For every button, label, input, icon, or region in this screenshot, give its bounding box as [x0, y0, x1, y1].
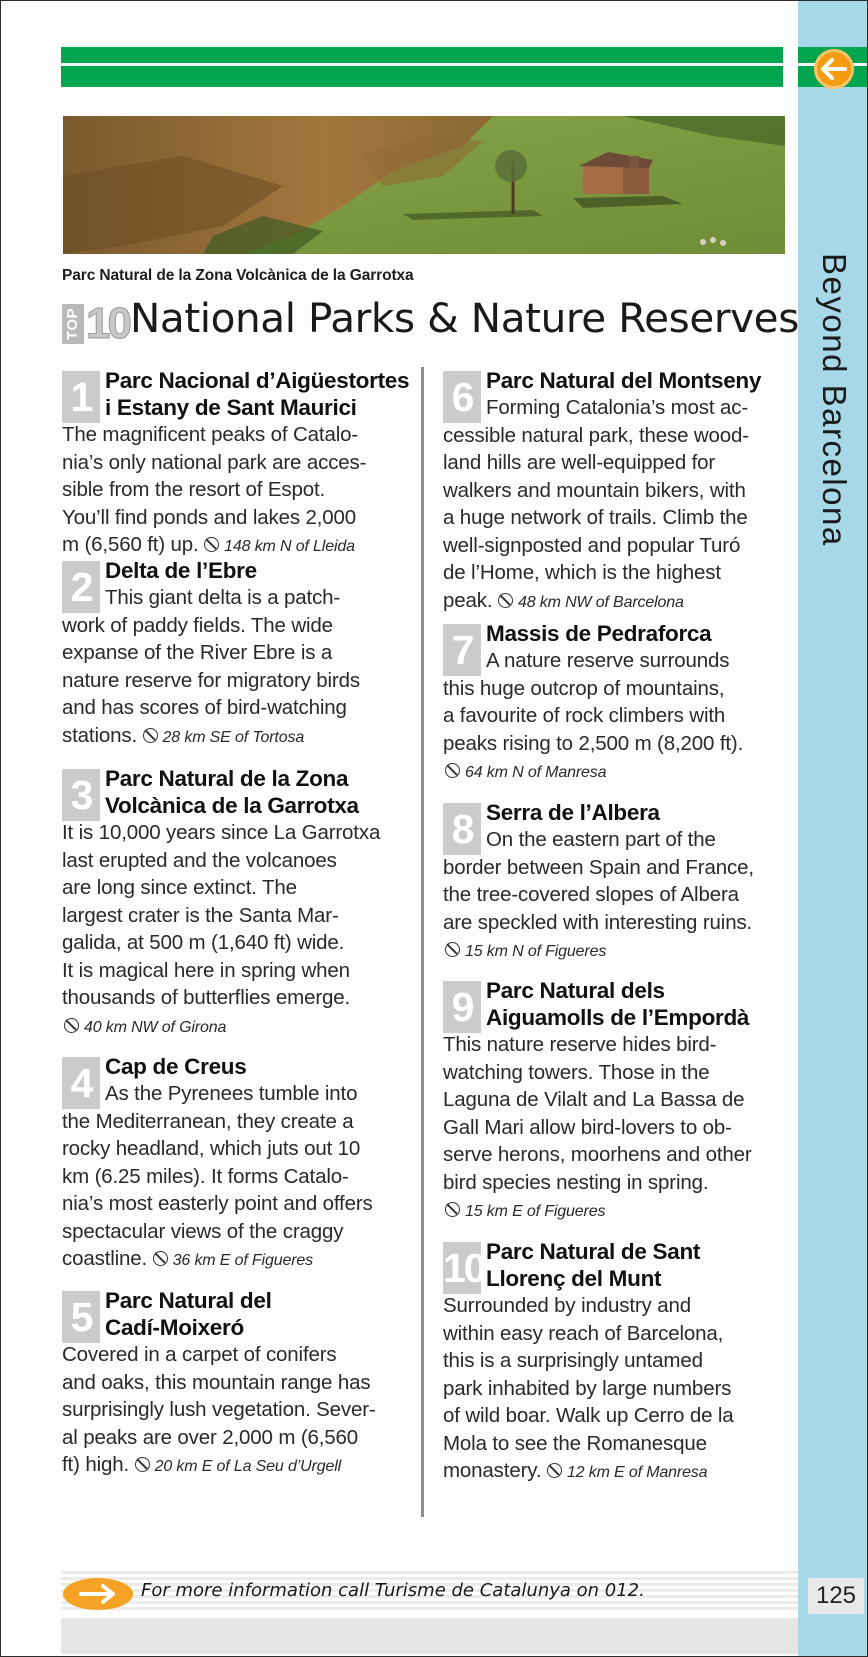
entry-body-line	[443, 730, 791, 758]
entry-body-line	[62, 1080, 410, 1108]
entry-body-line	[443, 826, 791, 854]
page-title: National Parks & Nature Reserves	[130, 294, 799, 342]
entry-number: 6	[443, 371, 481, 423]
map-reference-icon	[445, 1202, 460, 1217]
entry-location-text: 15 km E of Figueres	[465, 1203, 606, 1220]
entry-title: Delta de l’Ebre	[105, 558, 257, 583]
entry-body-text: km (6.25 miles). It forms Catalo-	[62, 1164, 349, 1188]
map-reference-icon	[445, 763, 460, 778]
map-reference-icon	[547, 1463, 562, 1478]
entry-body-text: serve herons, moorhens and other	[443, 1143, 752, 1166]
entry-location-text: 40 km NW of Girona	[84, 1018, 227, 1036]
entry-title: Llorenç del Munt	[486, 1266, 662, 1291]
entry-location	[547, 1464, 707, 1481]
entry-body-line	[62, 667, 410, 695]
top10-logo-ten: 10	[86, 299, 129, 348]
entry-body-line	[62, 639, 410, 667]
entry-location	[204, 538, 355, 555]
entry-body-text: last erupted and the volcanoes	[62, 848, 337, 872]
entry-body-text: Covered in a carpet of conifers	[62, 1343, 337, 1366]
entry-body-line	[443, 1292, 791, 1320]
entry-body-text: sible from the resort of Espot.	[62, 478, 326, 501]
map-reference-icon	[64, 1018, 79, 1033]
entry-body-text: Gall Mari allow bird-lovers to ob-	[443, 1115, 732, 1139]
entry-5	[62, 1287, 410, 1481]
entry-body-line	[443, 854, 791, 882]
entry-body-line	[443, 587, 791, 617]
entry-title: Parc Natural dels	[486, 978, 665, 1003]
entry-8	[443, 799, 791, 966]
entry-body-line	[443, 1375, 791, 1403]
entry-location-text: 64 km N of Manresa	[465, 764, 607, 781]
entry-body	[443, 647, 791, 787]
entry-body-line	[62, 1190, 410, 1218]
entry-title: Parc Natural del	[105, 1288, 272, 1313]
entry-body-line	[443, 1114, 791, 1142]
entry-number: 2	[62, 561, 100, 613]
top10-logo-top: TOP	[62, 304, 84, 344]
entry-body-text: al peaks are over 2,000 m (6,560	[62, 1425, 359, 1449]
entry-body-line	[443, 647, 791, 675]
entry-title: Cap de Creus	[105, 1054, 247, 1079]
entry-body	[443, 1292, 791, 1487]
entry-title: Volcànica de la Garrotxa	[105, 793, 359, 818]
entry-body-line	[62, 504, 410, 532]
entry-body-line	[443, 881, 791, 909]
entry-body-line	[443, 477, 791, 505]
entry-location-text: 12 km E of Manresa	[566, 1464, 708, 1481]
entry-1	[62, 367, 410, 561]
entry-body-line	[62, 1396, 410, 1424]
entry-location	[64, 1019, 226, 1036]
entry-body-line	[62, 819, 410, 847]
entry-body-text: watching towers. Those in the	[443, 1060, 710, 1084]
landscape-photo	[63, 116, 785, 254]
entry-location	[135, 1458, 341, 1475]
entry-body-text: You’ll find ponds and lakes 2,000	[62, 505, 357, 529]
entry-number: 7	[443, 624, 481, 676]
entry-body-line	[62, 1424, 410, 1452]
bottom-strip	[61, 1618, 798, 1654]
entry-body-line	[443, 1430, 791, 1458]
entry-title: Massis de Pedraforca	[486, 621, 712, 646]
entry-body-line	[62, 1245, 410, 1275]
footer-info: For more information call Turisme de Catalunya on 012.	[141, 1580, 645, 1601]
entry-body-text: Laguna de Vilalt and La Bassa de	[443, 1088, 745, 1111]
entry-body-text: monastery.	[443, 1459, 542, 1482]
entry-title: Parc Natural de la Zona	[105, 766, 349, 791]
entry-title: Cadí-Moixeró	[105, 1315, 244, 1340]
entry-location	[153, 1252, 313, 1269]
entry-body-line	[62, 1369, 410, 1397]
entry-body-text: a huge network of trails. Climb the	[443, 506, 748, 529]
entry-body-text: It is 10,000 years since La Garrotxa	[62, 821, 381, 844]
map-reference-icon	[204, 537, 219, 552]
entry-body-text: coastline.	[62, 1247, 148, 1270]
entry-body-text: galida, at 500 m (1,640 ft) wide.	[62, 931, 345, 954]
header-bar	[61, 47, 783, 87]
section-title: Beyond Barcelona	[816, 253, 853, 547]
entry-6	[443, 367, 791, 616]
entry-body-line	[62, 874, 410, 902]
map-reference-icon	[153, 1251, 168, 1266]
entry-location-text: 148 km N of Lleida	[224, 538, 355, 555]
entry-body-text: thousands of butterflies emerge.	[62, 986, 351, 1009]
section-sidebar	[798, 1, 868, 1657]
entry-body-line	[62, 476, 410, 504]
top10-logo	[62, 299, 129, 348]
entry-title: Serra de l’Albera	[486, 800, 660, 825]
entry-body-text: This nature reserve hides bird-	[443, 1033, 717, 1056]
entry-body-line	[443, 1169, 791, 1197]
entry-body-line	[62, 722, 410, 752]
map-reference-icon	[498, 593, 513, 608]
entry-location-line	[443, 757, 791, 787]
entry-body-text: and has scores of bird-watching	[62, 696, 347, 719]
entry-body	[62, 1080, 410, 1275]
entry-body-line	[62, 847, 410, 875]
entry-body-line	[443, 449, 791, 477]
entry-body-text: stations.	[62, 723, 137, 747]
entry-body-line	[443, 394, 791, 422]
entry-number: 5	[62, 1291, 100, 1343]
entry-body-text: a favourite of rock climbers with	[443, 704, 726, 727]
entry-body-text: are long since extinct. The	[62, 876, 297, 899]
entry-body-text: peak.	[443, 588, 493, 612]
entry-2	[62, 557, 410, 751]
photo-caption: Parc Natural de la Zona Volcànica de la Garrotxa	[62, 267, 414, 284]
entry-body-text: nature reserve for migratory birds	[62, 668, 360, 692]
entry-body-text: surprisingly lush vegetation. Sever-	[62, 1398, 376, 1421]
entry-body-line	[443, 675, 791, 703]
entry-body-text: As the Pyrenees tumble into	[105, 1082, 358, 1105]
entry-body-text: within easy reach of Barcelona,	[443, 1321, 724, 1345]
entry-body-line	[62, 449, 410, 477]
entry-body-text: border between Spain and France,	[443, 855, 754, 879]
entry-body-line	[62, 584, 410, 612]
page-number: 125	[815, 1582, 857, 1609]
entry-body-text: the tree-covered slopes of Albera	[443, 883, 739, 906]
entry-location-line	[62, 1012, 410, 1042]
entry-title: Parc Nacional d’Aigüestortes	[105, 368, 410, 393]
entry-body-text: bird species nesting in spring.	[443, 1170, 709, 1194]
entry-9	[443, 977, 791, 1226]
entry-4	[62, 1053, 410, 1275]
entry-body-line	[62, 1135, 410, 1163]
entry-body-line	[62, 421, 410, 449]
entry-body-text: peaks rising to 2,500 m (8,200 ft).	[443, 731, 744, 755]
entry-location	[445, 764, 606, 781]
left-arrow-icon[interactable]	[814, 49, 854, 89]
entry-body-text: m (6,560 ft) up.	[62, 533, 199, 556]
entry-body-text: On the eastern part of the	[486, 828, 716, 851]
entry-body-text: It is magical here in spring when	[62, 958, 350, 982]
entry-location	[445, 943, 606, 960]
entry-body	[443, 394, 791, 616]
entry-body	[62, 819, 410, 1041]
entry-body-text: work of paddy fields. The wide	[62, 613, 333, 637]
entry-body-text: are speckled with interesting ruins.	[443, 910, 753, 934]
entry-title: Parc Natural de Sant	[486, 1239, 701, 1264]
entry-body-line	[62, 1451, 410, 1481]
entry-body-text: nia’s most easterly point and offers	[62, 1192, 373, 1215]
entry-location-line	[443, 936, 791, 966]
entry-body-line	[62, 1163, 410, 1191]
entry-body-line	[443, 1059, 791, 1087]
entry-body	[443, 826, 791, 966]
entry-body-text: this huge outcrop of mountains,	[443, 676, 725, 700]
entry-location-text: 15 km N of Figueres	[465, 943, 607, 960]
entry-location-text: 36 km E of Figueres	[172, 1252, 313, 1269]
entry-title: Parc Natural del Montseny	[486, 368, 762, 393]
entry-body-text: Mola to see the Romanesque	[443, 1431, 707, 1455]
entry-number: 1	[62, 371, 100, 423]
entry-body-text: park inhabited by large numbers	[443, 1376, 732, 1400]
entry-10	[443, 1238, 791, 1487]
entry-body-line	[62, 902, 410, 930]
entry-body-text: cessible natural park, these wood-	[443, 423, 749, 447]
entry-7	[443, 620, 791, 787]
entry-body-line	[443, 702, 791, 730]
entry-body-text: nia’s only national park are acces-	[62, 450, 367, 474]
entry-number: 10	[443, 1242, 481, 1294]
map-reference-icon	[143, 728, 158, 743]
entry-body-text: largest crater is the Santa Mar-	[62, 903, 339, 927]
map-reference-icon	[135, 1457, 150, 1472]
entry-location	[498, 594, 684, 611]
entry-body-line	[62, 984, 410, 1012]
entry-body-line	[443, 1031, 791, 1059]
entry-body-text: rocky headland, which juts out 10	[62, 1137, 361, 1160]
entry-location-line	[443, 1196, 791, 1226]
entry-body-line	[443, 504, 791, 532]
entry-body-line	[443, 1320, 791, 1348]
entry-body-text: expanse of the River Ebre is a	[62, 641, 333, 664]
entry-body-line	[443, 1347, 791, 1375]
entry-number: 3	[62, 769, 100, 821]
entry-body-text: of wild boar. Walk up Cerro de la	[443, 1404, 734, 1427]
entry-number: 9	[443, 981, 481, 1033]
entry-body-text: land hills are well-equipped for	[443, 451, 716, 474]
entry-body-text: Surrounded by industry and	[443, 1294, 691, 1317]
entry-title: Aiguamolls de l’Empordà	[486, 1005, 750, 1030]
entry-body-text: and oaks, this mountain range has	[62, 1370, 371, 1394]
entry-body-text: ft) high.	[62, 1453, 130, 1476]
entry-body-text: spectacular views of the craggy	[62, 1219, 344, 1243]
entry-body	[62, 584, 410, 751]
entry-number: 4	[62, 1057, 100, 1109]
entry-location-text: 48 km NW of Barcelona	[517, 593, 684, 611]
entry-body	[62, 421, 410, 561]
map-reference-icon	[445, 942, 460, 957]
entry-body-text: This giant delta is a patch-	[105, 586, 341, 609]
entry-body	[62, 1341, 410, 1481]
column-divider	[421, 367, 424, 1517]
entry-body-line	[62, 1218, 410, 1246]
entry-3	[62, 765, 410, 1041]
entry-body-line	[443, 1086, 791, 1114]
entry-body-line	[443, 909, 791, 937]
entry-body-line	[62, 929, 410, 957]
entry-body-line	[443, 559, 791, 587]
entry-number: 8	[443, 803, 481, 855]
entry-body-line	[62, 957, 410, 985]
entry-body-text: Forming Catalonia’s most ac-	[486, 396, 749, 419]
entry-body-text: walkers and mountain bikers, with	[443, 478, 746, 502]
right-arrow-icon	[63, 1578, 133, 1610]
entry-body-line	[62, 1108, 410, 1136]
entry-body-line	[443, 1402, 791, 1430]
entry-title: i Estany de Sant Maurici	[105, 395, 357, 420]
entry-location-text: 20 km E of La Seu d’Urgell	[154, 1458, 341, 1475]
entry-body-line	[443, 1141, 791, 1169]
entry-body-line	[443, 1457, 791, 1487]
entry-location	[445, 1203, 605, 1220]
entry-body-text: this is a surprisingly untamed	[443, 1349, 703, 1372]
entry-body-text: de l’Home, which is the highest	[443, 561, 721, 584]
entry-body-line	[62, 612, 410, 640]
entry-location	[143, 729, 305, 746]
entry-body-line	[443, 532, 791, 560]
entry-body-text: well-signposted and popular Turó	[443, 533, 741, 557]
entry-body-line	[62, 1341, 410, 1369]
entry-body-text: The magnificent peaks of Catalo-	[62, 423, 359, 446]
entry-body	[443, 1031, 791, 1226]
entry-body-text: A nature reserve surrounds	[486, 649, 730, 672]
entry-body-line	[62, 694, 410, 722]
entry-body-text: the Mediterranean, they create a	[62, 1109, 354, 1133]
entry-location-text: 28 km SE of Tortosa	[162, 728, 305, 746]
entry-body-line	[443, 422, 791, 450]
